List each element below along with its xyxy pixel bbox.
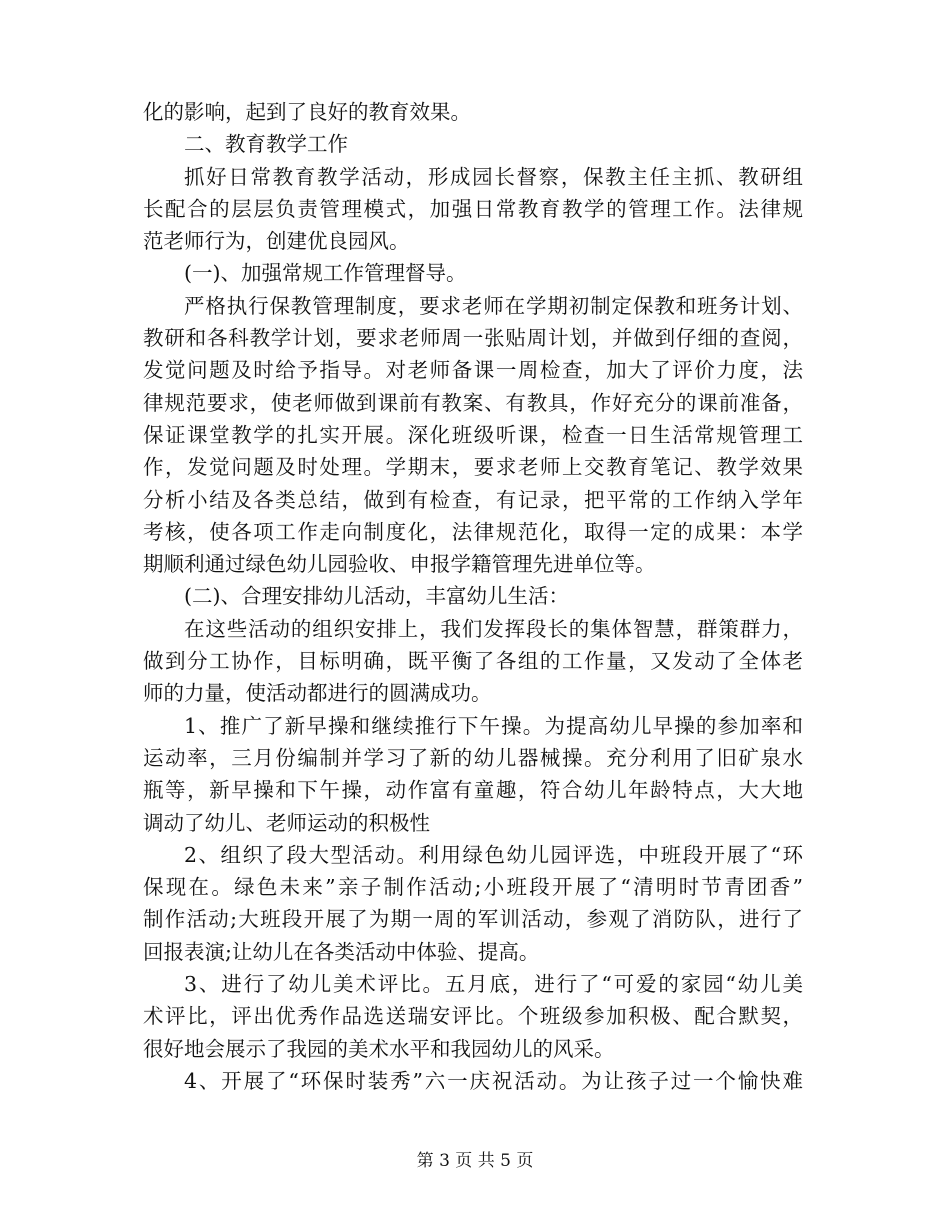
text-line: 做到分工协作，目标明确，既平衡了各组的工作量，又发动了全体老 [143, 649, 803, 674]
text-line: 回报表演;让幼儿在各类活动中体验、提高。 [143, 939, 540, 964]
text-line: 发觉问题及时给予指导。对老师备课一周检查，加大了评价力度，法 [143, 358, 803, 383]
text-line: 瓶等，新早操和下午操，动作富有童趣，符合幼儿年龄特点，大大地 [143, 778, 803, 803]
text-line: 调动了幼儿、老师运动的积极性 [143, 810, 430, 835]
text-line: 2、组织了段大型活动。利用绿色幼儿园评选，中班段开展了“环 [184, 842, 803, 867]
text-line: 分析小结及各类总结，做到有检查，有记录，把平常的工作纳入学年 [143, 487, 803, 512]
body-text [143, 96, 803, 1097]
subsection-heading: (二)、合理安排幼儿活动，丰富幼儿生活： [184, 584, 569, 609]
text-line: 制作活动;大班段开展了为期一周的军训活动，参观了消防队，进行了 [143, 907, 803, 932]
text-line: 保证课堂教学的扎实开展。深化班级听课，检查一日生活常规管理工 [143, 422, 803, 447]
text-line: 3、进行了幼儿美术评比。五月底，进行了“可爱的家园“幼儿美 [184, 972, 803, 997]
text-line: 术评比，评出优秀作品选送瑞安评比。个班级参加积极、配合默契， [143, 1004, 803, 1029]
text-line: 严格执行保教管理制度，要求老师在学期初制定保教和班务计划、 [184, 293, 803, 318]
text-line: 保现在。绿色未来”亲子制作活动;小班段开展了“清明时节青团香” [143, 875, 803, 900]
text-line: 4、开展了“环保时装秀”六一庆祝活动。为让孩子过一个愉快难 [184, 1068, 803, 1093]
page-number-footer: 第 3 页 共 5 页 [416, 1151, 534, 1171]
text-line: 律规范要求，使老师做到课前有教案、有教具，作好充分的课前准备， [143, 390, 803, 415]
text-line: 化的影响，起到了良好的教育效果。 [143, 100, 471, 124]
text-line: 抓好日常教育教学活动，形成园长督察，保教主任主抓、教研组 [184, 164, 803, 189]
text-line: 运动率，三月份编制并学习了新的幼儿器械操。充分利用了旧矿泉水 [143, 745, 803, 770]
section-heading: 二、教育教学工作 [184, 132, 348, 157]
text-line: 范老师行为，创建优良园风。 [143, 229, 410, 254]
text-line: 在这些活动的组织安排上，我们发挥段长的集体智慧，群策群力， [184, 616, 803, 641]
text-line: 师的力量，使活动都进行的圆满成功。 [143, 681, 492, 706]
text-line: 教研和各科教学计划，要求老师周一张贴周计划，并做到仔细的查阅， [143, 326, 803, 351]
text-line: 作，发觉问题及时处理。学期末，要求老师上交教育笔记、教学效果 [143, 455, 803, 480]
text-line: 很好地会展示了我园的美术水平和我园幼儿的风采。 [143, 1036, 615, 1061]
subsection-heading: (一)、加强常规工作管理督导。 [184, 261, 467, 286]
text-line: 1、推广了新早操和继续推行下午操。为提高幼儿早操的参加率和 [184, 713, 803, 738]
text-line: 考核，使各项工作走向制度化，法律规范化，取得一定的成果：本学 [143, 519, 803, 544]
text-line: 期顺利通过绿色幼儿园验收、申报学籍管理先进单位等。 [143, 552, 656, 577]
text-line: 长配合的层层负责管理模式，加强日常教育教学的管理工作。法律规 [143, 196, 803, 221]
